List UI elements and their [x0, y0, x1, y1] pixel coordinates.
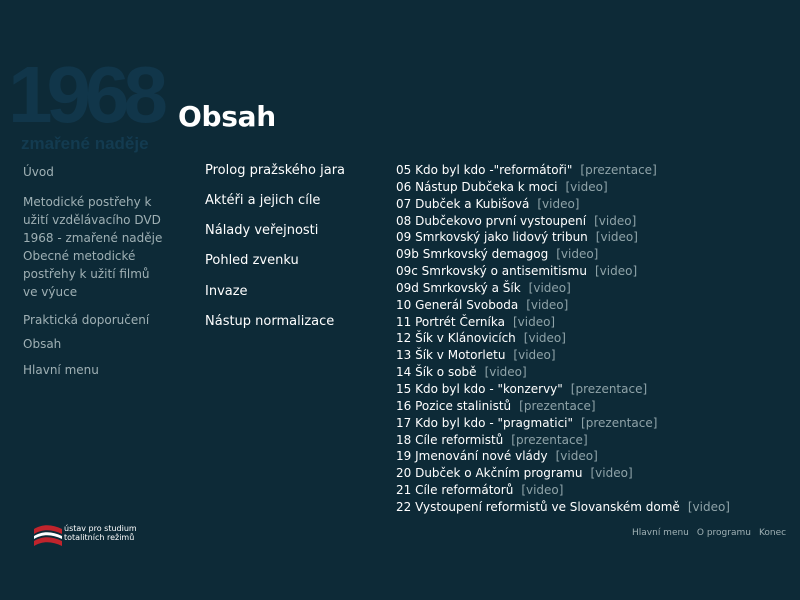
- item-title[interactable]: 12 Šík v Klánovicích: [396, 331, 516, 346]
- left-nav-item-prakticka-doporuceni[interactable]: Praktická doporučení: [23, 313, 150, 327]
- institute-line-1: ústav pro studium: [64, 524, 137, 533]
- list-item: [396, 482, 796, 499]
- left-nav-item-obecne-postrehy[interactable]: Obecné metodické postřehy k užití filmů ve výuce: [23, 249, 150, 299]
- item-title[interactable]: 16 Pozice stalinistů: [396, 398, 512, 413]
- item-title[interactable]: 05 Kdo byl kdo -"reformátoři": [396, 163, 573, 177]
- list-item: [396, 381, 796, 398]
- chapter-prolog[interactable]: Prolog pražského jara: [205, 163, 346, 178]
- item-title[interactable]: 15 Kdo byl kdo - "konzervy": [396, 381, 563, 396]
- item-title[interactable]: 09c Smrkovský o antisemitismu: [396, 264, 587, 279]
- item-tag-link[interactable]: [prezentace]: [580, 163, 657, 177]
- item-tag-link[interactable]: [video]: [513, 348, 556, 363]
- item-tag-link[interactable]: [video]: [595, 230, 638, 245]
- institute-name: [64, 524, 137, 542]
- chapter-akteri[interactable]: Aktéři a jejich cíle: [205, 193, 321, 208]
- list-item: [396, 448, 796, 465]
- item-tag-link[interactable]: [prezentace]: [581, 415, 658, 430]
- list-item: [396, 364, 796, 381]
- item-title[interactable]: 08 Dubčekovo první vystoupení: [396, 213, 587, 228]
- item-title[interactable]: 20 Dubček o Akčním programu: [396, 466, 583, 481]
- chapter-pohled-zvenku[interactable]: Pohled zvenku: [205, 253, 299, 268]
- dvd-logo: [8, 50, 162, 158]
- item-tag-link[interactable]: [prezentace]: [570, 381, 648, 396]
- item-tag-link[interactable]: [video]: [526, 297, 569, 312]
- item-tag-link[interactable]: [video]: [512, 314, 556, 329]
- item-title[interactable]: 17 Kdo byl kdo - "pragmatici": [396, 415, 574, 430]
- list-item: [396, 398, 796, 415]
- footer-nav: [632, 528, 786, 538]
- item-title[interactable]: 06 Nástup Dubčeka k moci: [396, 179, 558, 194]
- list-item: [396, 499, 796, 516]
- item-title[interactable]: 21 Cíle reformátorů: [396, 483, 514, 498]
- item-tag-link[interactable]: [prezentace]: [511, 432, 588, 447]
- list-item: [396, 432, 796, 449]
- item-tag-link[interactable]: [video]: [556, 247, 599, 262]
- item-title[interactable]: 19 Jmenování nové vlády: [396, 449, 548, 464]
- item-tag-link[interactable]: [video]: [521, 483, 564, 498]
- item-tag-link[interactable]: [video]: [523, 331, 566, 346]
- list-item: [396, 347, 796, 364]
- chapter-nalady[interactable]: Nálady veřejnosti: [205, 223, 319, 238]
- logo-year: 1968: [8, 50, 162, 139]
- list-item: [396, 162, 796, 179]
- list-item: [396, 179, 796, 196]
- list-item: [396, 330, 796, 347]
- item-tag-link[interactable]: [video]: [687, 499, 730, 514]
- footer-o-programu-link[interactable]: O programu: [696, 528, 751, 538]
- item-tag-link[interactable]: [video]: [528, 280, 571, 295]
- item-title[interactable]: 18 Cíle reformistů: [396, 432, 504, 447]
- item-tag-link[interactable]: [video]: [594, 264, 638, 279]
- item-tag-link[interactable]: [video]: [590, 466, 633, 481]
- left-nav-item-metodicke-postrehy-dvd[interactable]: Metodické postřehy k užití vzdělávacího DVD 1968 - zmařené naděje: [23, 195, 163, 245]
- institute-line-2: totalitních režimů: [64, 533, 135, 542]
- item-tag-link[interactable]: [video]: [555, 449, 598, 464]
- item-tag-link[interactable]: [prezentace]: [519, 398, 596, 413]
- left-nav-item-uvod[interactable]: Úvod: [23, 165, 54, 179]
- footer-konec-link[interactable]: Konec: [758, 528, 787, 538]
- item-title[interactable]: 14 Šík o sobě: [396, 365, 477, 380]
- item-title[interactable]: 09 Smrkovský jako lidový tribun: [396, 230, 588, 245]
- list-item: [396, 246, 796, 263]
- list-item: [396, 263, 796, 280]
- item-title[interactable]: 09b Smrkovský demagog: [396, 247, 549, 262]
- item-title[interactable]: 11 Portrét Černíka: [396, 314, 505, 329]
- chapter-invaze[interactable]: Invaze: [205, 284, 248, 299]
- list-item: [396, 229, 796, 246]
- item-title[interactable]: 10 Generál Svoboda: [396, 297, 519, 312]
- page-title: Obsah: [178, 100, 276, 133]
- item-tag-link[interactable]: [video]: [565, 179, 608, 194]
- ustav-flag-logo-icon: [33, 524, 63, 548]
- logo-subtitle: zmařené naděje: [21, 134, 149, 153]
- list-item: [396, 465, 796, 482]
- list-item: [396, 314, 796, 331]
- footer-hlavni-menu-link[interactable]: Hlavní menu: [632, 528, 689, 538]
- item-title[interactable]: 13 Šík v Motorletu: [396, 348, 506, 363]
- list-item: [396, 213, 796, 230]
- item-tag-link[interactable]: [video]: [537, 196, 580, 211]
- left-nav-item-hlavni-menu[interactable]: Hlavní menu: [23, 363, 99, 377]
- content-list: [396, 162, 796, 516]
- item-tag-link[interactable]: [video]: [594, 213, 637, 228]
- item-title[interactable]: 09d Smrkovský a Šík: [396, 280, 521, 295]
- item-tag-link[interactable]: [video]: [484, 365, 527, 380]
- item-title[interactable]: 22 Vystoupení reformistů ve Slovanském domě: [396, 499, 680, 514]
- list-item: [396, 280, 796, 297]
- item-title[interactable]: 07 Dubček a Kubišová: [396, 196, 530, 211]
- list-item: [396, 196, 796, 213]
- list-item: [396, 415, 796, 432]
- chapter-normalizace[interactable]: Nástup normalizace: [205, 314, 335, 329]
- list-item: [396, 297, 796, 314]
- left-nav-item-obsah[interactable]: Obsah: [23, 337, 62, 351]
